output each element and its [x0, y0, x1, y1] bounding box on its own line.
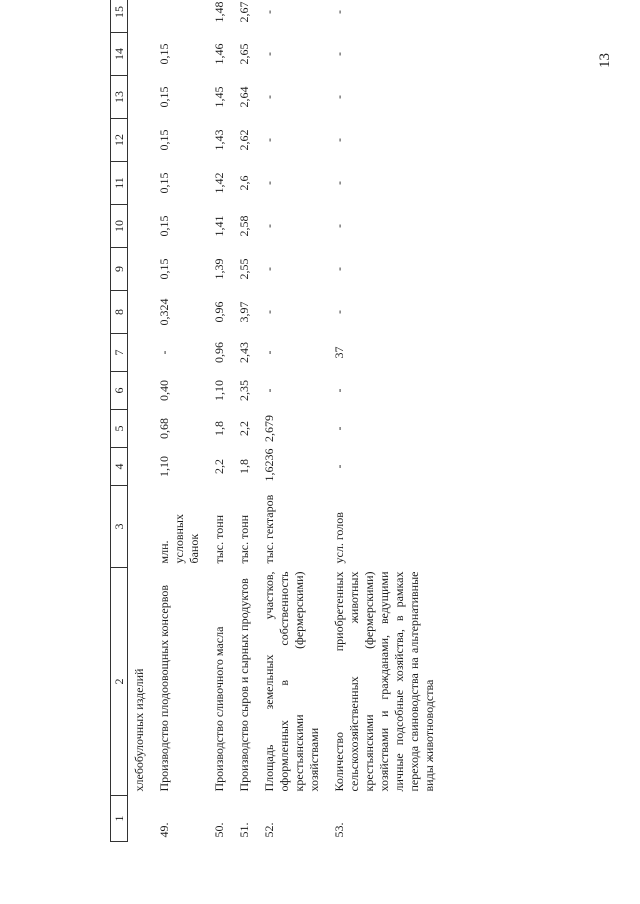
value-cell: -	[262, 181, 276, 185]
value-cell: 0,96	[212, 301, 226, 323]
value-cell: 2,43	[237, 342, 251, 363]
header-cell: 1	[111, 796, 128, 842]
value-cell: 2,62	[237, 129, 251, 151]
header-cell: 9	[111, 248, 128, 291]
value-cell: -	[332, 267, 346, 271]
value-cell: 2,6	[237, 175, 251, 191]
value-cell: -	[332, 10, 346, 14]
value-cell: 0,15	[157, 172, 171, 194]
value-cell: 1,45	[212, 86, 226, 108]
continuation-text: хлебобулочных изделий	[132, 668, 146, 792]
value-cell: 1,6236	[262, 448, 276, 482]
header-cell: 7	[111, 334, 128, 372]
value-cell: 1,43	[212, 129, 226, 151]
row-number: 50.	[212, 822, 226, 838]
row-name: Производство плодоовощных консервов	[157, 585, 171, 792]
value-cell: -	[332, 310, 346, 314]
value-cell: -	[262, 388, 276, 393]
header-cell: 2	[111, 568, 128, 796]
value-cell: 0,15	[157, 86, 171, 108]
table-row	[147, 0, 202, 842]
value-cell: -	[332, 138, 346, 142]
indicators-table	[110, 0, 437, 842]
row-name: Количество приобретенных сельскохозяйственных животных крестьянскими (фермерскими) хозяйствами и гражданами, ведущими личные подсобные хозяйства, в рамках перехода свиноводства на альтернативные виды животноводства	[332, 571, 436, 792]
value-cell: -	[332, 426, 346, 431]
header-cell: 3	[111, 486, 128, 568]
value-cell: 1,39	[212, 258, 226, 280]
row-number: 49.	[157, 822, 171, 838]
header-cell: 13	[111, 76, 128, 119]
value-cell: 0,96	[212, 342, 226, 363]
row-unit: млн. условных банок	[157, 514, 201, 564]
value-cell: 2,65	[237, 43, 251, 65]
value-cell: -	[332, 388, 346, 393]
value-cell: 0,15	[157, 43, 171, 65]
value-cell: 2,2	[212, 459, 226, 474]
row-name: Производство сливочного масла	[212, 626, 226, 792]
value-cell: 1,10	[212, 380, 226, 401]
value-cell: -	[157, 350, 171, 355]
page-number: 13	[597, 53, 613, 68]
value-cell: -	[332, 181, 346, 185]
value-cell: 2,55	[237, 258, 251, 280]
value-cell: 0,324	[157, 298, 171, 326]
header-cell: 15	[111, 0, 128, 33]
value-cell: 0,15	[157, 258, 171, 280]
value-cell: 0,40	[157, 380, 171, 401]
value-cell: -	[262, 10, 276, 14]
value-cell: -	[332, 52, 346, 56]
row-name: Производство сыров и сырных продуктов	[237, 578, 251, 792]
continuation-row	[128, 0, 148, 842]
value-cell: 1,48	[212, 1, 226, 23]
value-cell: 2,679	[262, 415, 276, 442]
header-cell: 6	[111, 372, 128, 410]
value-cell: 2,67	[237, 1, 251, 23]
row-name: Площадь земельных участков, оформленных в собственность крестьянскими (фермерскими) хозяйствами	[262, 571, 321, 792]
row-unit: усл. голов	[332, 512, 346, 564]
header-cell: 12	[111, 119, 128, 162]
table-row	[227, 0, 252, 842]
row-number: 51.	[237, 822, 251, 838]
table-row	[252, 0, 322, 842]
value-cell: 0,15	[157, 129, 171, 151]
value-cell: -	[332, 224, 346, 228]
value-cell: 1,46	[212, 43, 226, 65]
value-cell: 2,35	[237, 380, 251, 401]
value-cell: 0,15	[157, 215, 171, 237]
header-cell: 4	[111, 448, 128, 486]
value-cell: 1,41	[212, 215, 226, 237]
value-cell: -	[262, 224, 276, 228]
header-cell: 10	[111, 205, 128, 248]
row-number: 53.	[332, 822, 346, 838]
table-row	[322, 0, 437, 842]
header-cell: 11	[111, 162, 128, 205]
header-cell: 8	[111, 291, 128, 334]
value-cell: -	[262, 310, 276, 314]
value-cell: 1,8	[212, 421, 226, 436]
value-cell: 37	[332, 346, 346, 359]
value-cell: 3,97	[237, 301, 251, 323]
row-unit: тыс. тонн	[237, 514, 251, 564]
value-cell: 2,58	[237, 215, 251, 237]
row-number: 52.	[262, 822, 276, 838]
value-cell: -	[262, 267, 276, 271]
header-cell: 14	[111, 33, 128, 76]
value-cell: 1,10	[157, 456, 171, 477]
value-cell: -	[262, 52, 276, 56]
header-row	[111, 0, 128, 842]
rotated-table-container	[110, 1, 530, 842]
value-cell: -	[262, 95, 276, 99]
value-cell: 1,42	[212, 172, 226, 194]
value-cell: 2,64	[237, 86, 251, 108]
row-unit: тыс. тонн	[212, 514, 226, 564]
value-cell: -	[262, 350, 276, 355]
value-cell: -	[262, 138, 276, 142]
row-unit: тыс. гектаров	[262, 494, 276, 564]
value-cell: 2,2	[237, 421, 251, 436]
value-cell: -	[332, 95, 346, 99]
value-cell: 1,8	[237, 459, 251, 474]
value-cell: -	[332, 464, 346, 469]
value-cell	[147, 0, 202, 33]
value-cell: 0,68	[157, 418, 171, 439]
table-row	[202, 0, 227, 842]
header-cell: 5	[111, 410, 128, 448]
